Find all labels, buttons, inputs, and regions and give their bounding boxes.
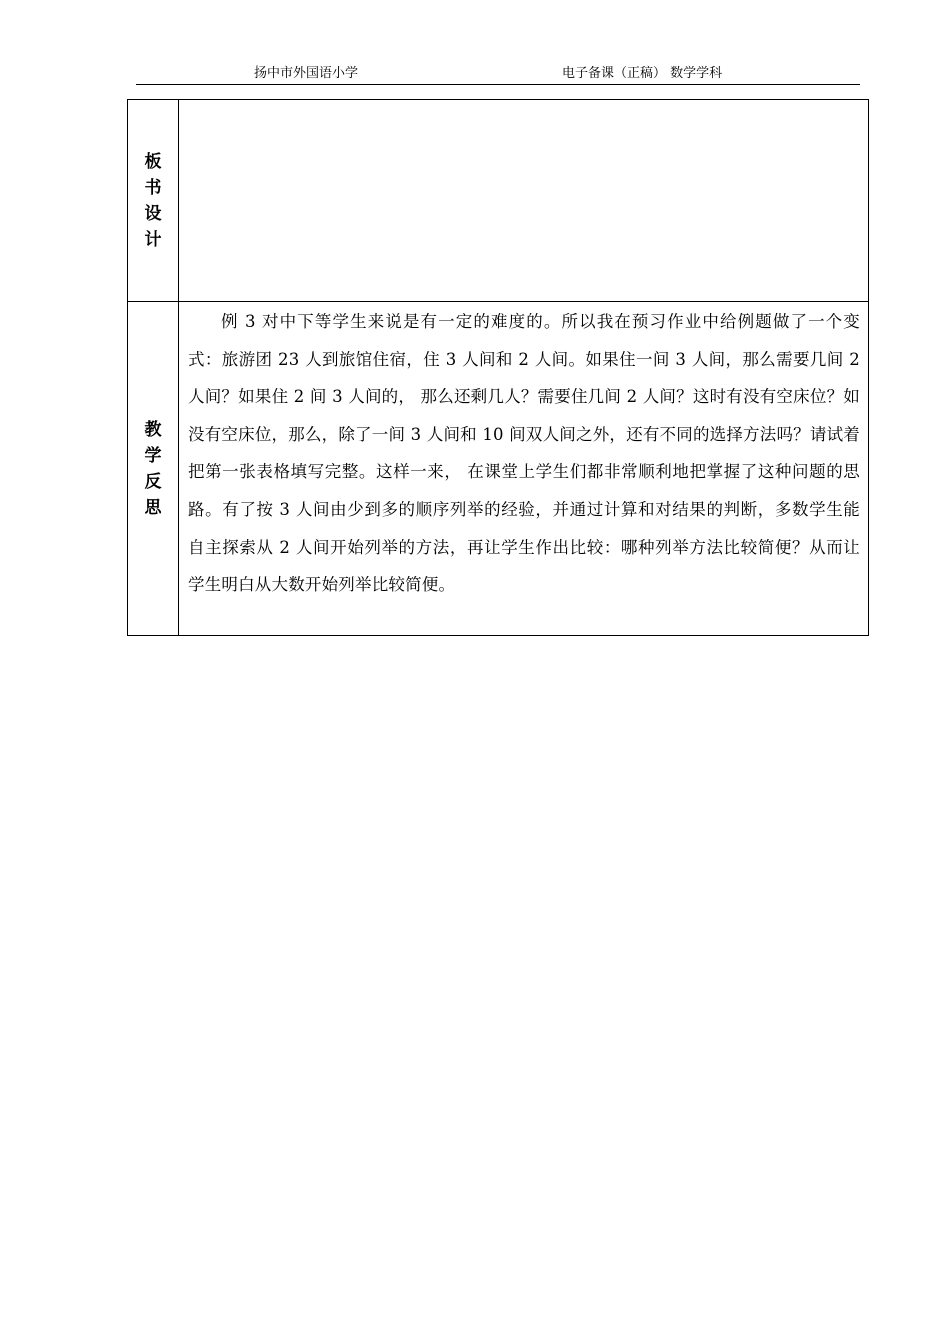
board-design-label-char: 书	[144, 177, 162, 198]
lesson-plan-table	[127, 99, 869, 636]
board-design-label-char: 计	[144, 229, 162, 250]
board-design-label	[128, 100, 179, 302]
page-header	[136, 64, 860, 85]
board-design-label-char: 板	[144, 151, 162, 172]
teaching-reflection-row	[128, 302, 869, 636]
teaching-reflection-content	[179, 302, 869, 636]
teaching-reflection-label-char: 学	[144, 445, 162, 466]
school-name: 扬中市外国语小学	[254, 66, 359, 81]
board-design-row	[128, 100, 869, 302]
teaching-reflection-label-char: 教	[144, 419, 162, 440]
teaching-reflection-label-char: 思	[144, 497, 162, 518]
document-info: 电子备课（正稿） 数学学科	[562, 66, 723, 81]
board-design-content	[179, 100, 869, 302]
teaching-reflection-label-char: 反	[144, 471, 162, 492]
board-design-label-char: 设	[144, 203, 162, 224]
teaching-reflection-label	[128, 302, 179, 636]
reflection-paragraph: 例 3 对中下等学生来说是有一定的难度的。所以我在预习作业中给例题做了一个变式：旅游团 23 人到旅馆住宿，住 3 人间和 2 人间。如果住一间 3 人间，那么需要几间 2 人间？如果住 2 间 3 人间的， 那么还剩几人？需要住几间 2 人间？这时有没有空床位？如没有空床位，那么，除了一间 3 人间和 10 间双人间之外，还有不同的选择方法吗？请试着把第一张表格填写完整。这样一来， 在课堂上学生们都非常顺利地把掌握了这种问题的思路。有了按 3 人间由少到多的顺序列举的经验，并通过计算和对结果的判断，多数学生能自主探索从 2 人间开始列举的方法，再让学生作出比较：哪种列举方法比较简便？从而让学生明白从大数开始列举比较简便。	[188, 312, 860, 595]
